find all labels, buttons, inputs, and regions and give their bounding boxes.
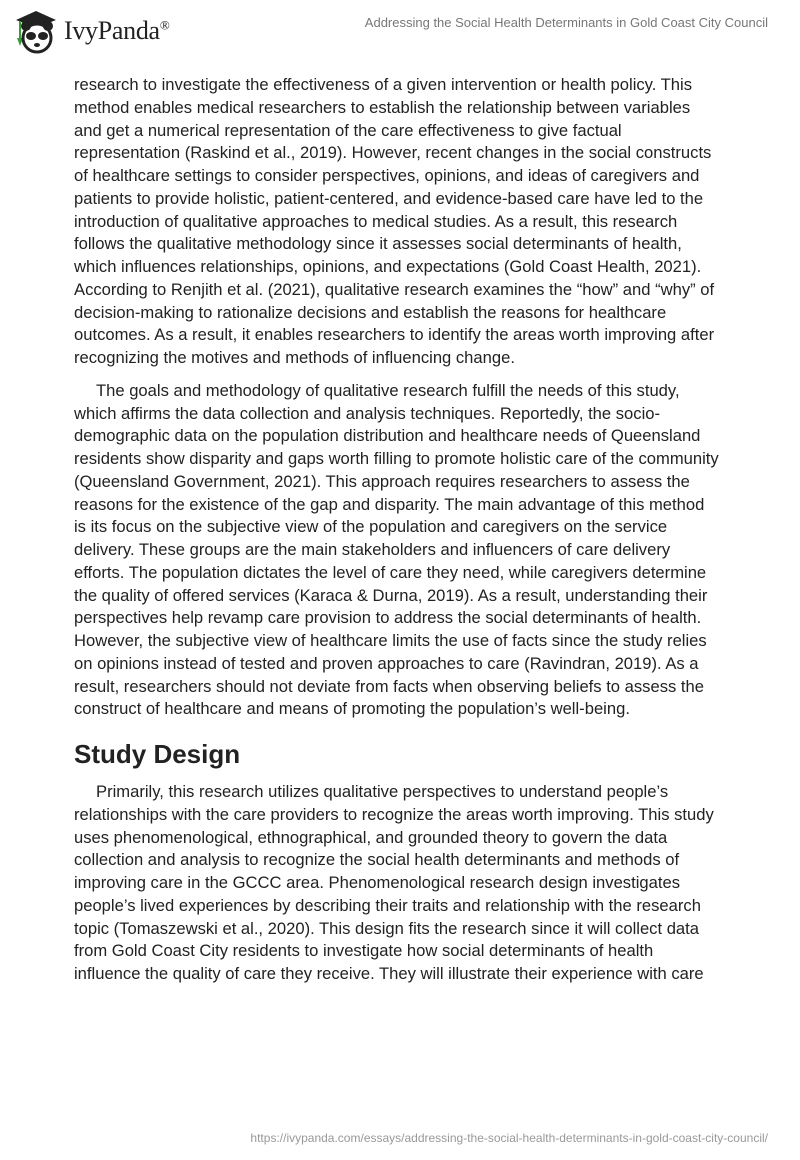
text-line: uses phenomenological, ethnographical, and grounded theory to govern the data [74,827,668,847]
page-url: https://ivypanda.com/essays/addressing-the-social-health-determinants-in-gold-coast-city-council/ [250,1131,768,1145]
text-line: relationships with the care providers to recognize the areas worth improving. This study [74,804,714,824]
ivypanda-logo[interactable] [12,8,169,54]
text-line: However, the subjective view of healthcare limits the use of facts since the study relies [74,631,707,650]
text-line: (Queensland Government, 2021). This approach requires researchers to assess the [74,471,690,491]
text-line: topic (Tomaszewski et al., 2020). This design fits the research since it will collect data [74,918,699,938]
text-line: improving care in the GCCC area. Phenomenological research design investigates [74,873,680,892]
text-line: The goals and methodology of qualitative research fulfill the needs of this study, [96,380,680,400]
text-line: result, researchers should not deviate from facts when observing beliefs to assess the [74,676,704,696]
text-line: from Gold Coast City residents to investigate how social determinants of health [74,941,654,961]
paragraph [74,781,734,986]
text-line: residents show disparity and gaps worth filling to promote holistic care of the community [74,449,719,468]
page-header [0,0,800,60]
text-line: follows the qualitative methodology since it assesses social determinants of health, [74,234,682,254]
text-line: of healthcare settings to consider perspectives, opinions, and ideas of caregivers and [74,166,700,185]
text-line: on opinions instead of tested and proven approaches to care (Ravindran, 2019). As a [74,653,699,673]
text-line: method enables medical researchers to establish the relationship between variables [74,97,691,117]
text-line: which affirms the data collection and analysis techniques. Reportedly, the socio- [74,403,661,423]
text-line: outcomes. As a result, it enables researchers to identify the areas worth improving after [74,325,715,345]
text-line: construct of healthcare and means of promoting the population’s well-being. [74,699,630,719]
text-line: demographic data on the population distribution and healthcare needs of Queensland [74,426,701,446]
text-line: delivery. These groups are the main stakeholders and influencers of care delivery [74,540,671,559]
panda-graduate-icon [12,8,58,54]
paragraph [74,74,734,370]
text-line: efforts. The population dictates the level of care they need, while caregivers determine [74,562,707,582]
section-heading: Study Design [74,739,241,769]
essay-content [74,74,734,996]
text-line: influence the quality of care they receive. They will illustrate their experience with care [74,964,704,983]
text-line: perspectives help revamp care provision to address the social determinants of health. [74,608,702,628]
text-line: people’s lived experiences by describing their traits and relationship with the research [74,895,701,915]
document-title: Addressing the Social Health Determinants in Gold Coast City Council [364,15,768,30]
text-line: and get a numerical representation of the care effectiveness to give factual [74,120,622,140]
text-line: reasons for the existence of the gap and disparity. The main advantage of this method [74,494,705,514]
text-line: the quality of offered services (Karaca & Durna, 2019). As a result, understanding their [74,585,708,605]
text-line: introduction of qualitative approaches to medical studies. As a result, this research [74,211,678,231]
text-line: collection and analysis to recognize the social health determinants and methods of [74,850,680,870]
text-line: According to Renjith et al. (2021), qualitative research examines the “how” and “why” of [74,279,715,299]
text-line: patients to provide holistic, patient-centered, and evidence-based care have led to the [74,188,704,208]
text-line: recognizing the motives and methods of influencing change. [74,348,515,367]
text-line: is its focus on the subjective view of the population and caregivers on the service [74,517,668,537]
text-line: which influences relationships, opinions, and expectations (Gold Coast Health, 2021). [74,257,702,276]
text-line: representation (Raskind et al., 2019). However, recent changes in the social constructs [74,143,712,163]
text-line: research to investigate the effectiveness of a given intervention or health policy. This [74,75,693,94]
logo-text: IvyPanda® [64,16,170,45]
text-line: Primarily, this research utilizes qualitative perspectives to understand people’s [96,782,669,801]
paragraph [74,380,734,721]
text-line: decision-making to rationalize decisions and establish the reasons for healthcare [74,302,667,322]
